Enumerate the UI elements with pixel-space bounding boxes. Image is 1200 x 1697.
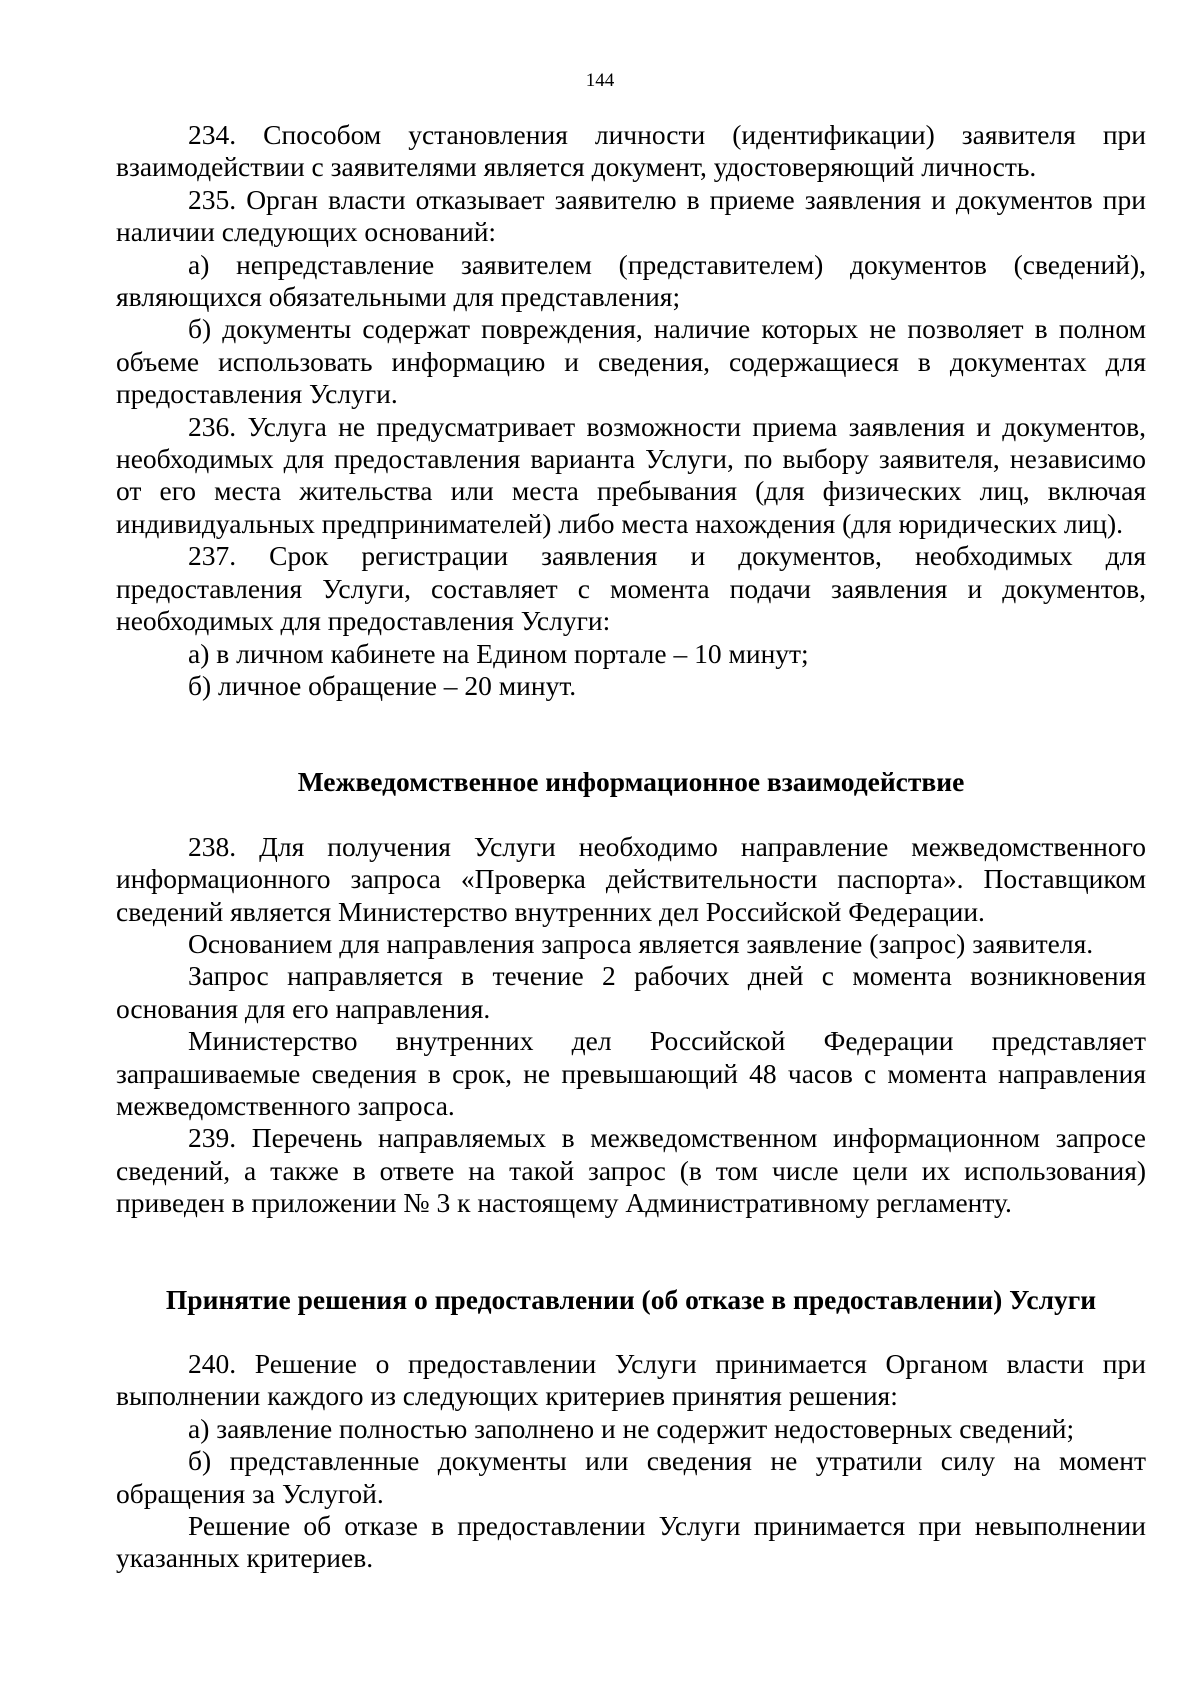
paragraph-236: 236. Услуга не предусматривает возможности приема заявления и документов, необходимых для предоставления варианта Услуги, по выбору заявителя, независимо от его места жительства или места пребывания (для физических лиц, включая индивидуальных предпринимателей) либо места нахождения (для юридических лиц).	[116, 410, 1146, 539]
paragraph-238-basis: Основанием для направления запроса является заявление (запрос) заявителя.	[188, 927, 1094, 959]
heading-gap	[116, 1316, 1146, 1348]
section-heading-decision: Принятие решения о предоставлении (об отказе в предоставлении) Услуги	[165, 1283, 1097, 1315]
paragraph-235-b: б) документы содержат повреждения, наличие которых не позволяет в полном объеме использовать информацию и сведения, содержащиеся в документах для предоставления Услуги.	[116, 313, 1146, 410]
paragraph-235-a: а) непредставление заявителем (представителем) документов (сведений), являющихся обязательными для представления;	[116, 248, 1146, 313]
page-number: 144	[585, 70, 615, 91]
page-content	[116, 119, 1146, 1575]
paragraph-237-b: б) личное обращение – 20 минут.	[188, 669, 577, 701]
section-heading-interagency: Межведомственное информационное взаимодействие	[297, 766, 965, 798]
paragraph-238-timing: Запрос направляется в течение 2 рабочих дней с момента возникновения основания для его направления.	[116, 960, 1146, 1024]
paragraph-238-response: Министерство внутренних дел Российской Федерации представляет запрашиваемые сведения в срок, не превышающий 48 часов с момента направления межведомственного запроса.	[116, 1025, 1146, 1121]
paragraph-240: 240. Решение о предоставлении Услуги принимается Органом власти при выполнении каждого из следующих критериев принятия решения:	[116, 1348, 1146, 1412]
section-gap	[116, 1220, 1146, 1284]
paragraph-237: 237. Срок регистрации заявления и документов, необходимых для предоставления Услуги, составляет с момента подачи заявления и документов, необходимых для предоставления Услуги:	[116, 540, 1146, 637]
paragraph-239: 239. Перечень направляемых в межведомственном информационном запросе сведений, а также в ответе на такой запрос (в том числе цели их использования) приведен в приложении № 3 к настоящему Административному регламенту.	[116, 1122, 1146, 1219]
paragraph-240-refusal: Решение об отказе в предоставлении Услуги принимается при невыполнении указанных критериев.	[116, 1510, 1146, 1574]
paragraph-234: 234. Способом установления личности (идентификации) заявителя при взаимодействии с заявителями является документ, удостоверяющий личность.	[116, 119, 1146, 183]
heading-gap	[116, 799, 1146, 831]
paragraph-235: 235. Орган власти отказывает заявителю в приеме заявления и документов при наличии следующих оснований:	[116, 183, 1146, 248]
paragraph-240-a: а) заявление полностью заполнено и не содержит недостоверных сведений;	[188, 1412, 1075, 1444]
section-gap	[116, 702, 1146, 766]
paragraph-238: 238. Для получения Услуги необходимо направление межведомственного информационного запроса «Проверка действительности паспорта». Поставщиком сведений является Министерство внутренних дел Российской Федерации.	[116, 830, 1146, 927]
paragraph-237-a: а) в личном кабинете на Едином портале – 10 минут;	[188, 637, 809, 669]
paragraph-240-b: б) представленные документы или сведения не утратили силу на момент обращения за Услугой.	[116, 1445, 1146, 1509]
